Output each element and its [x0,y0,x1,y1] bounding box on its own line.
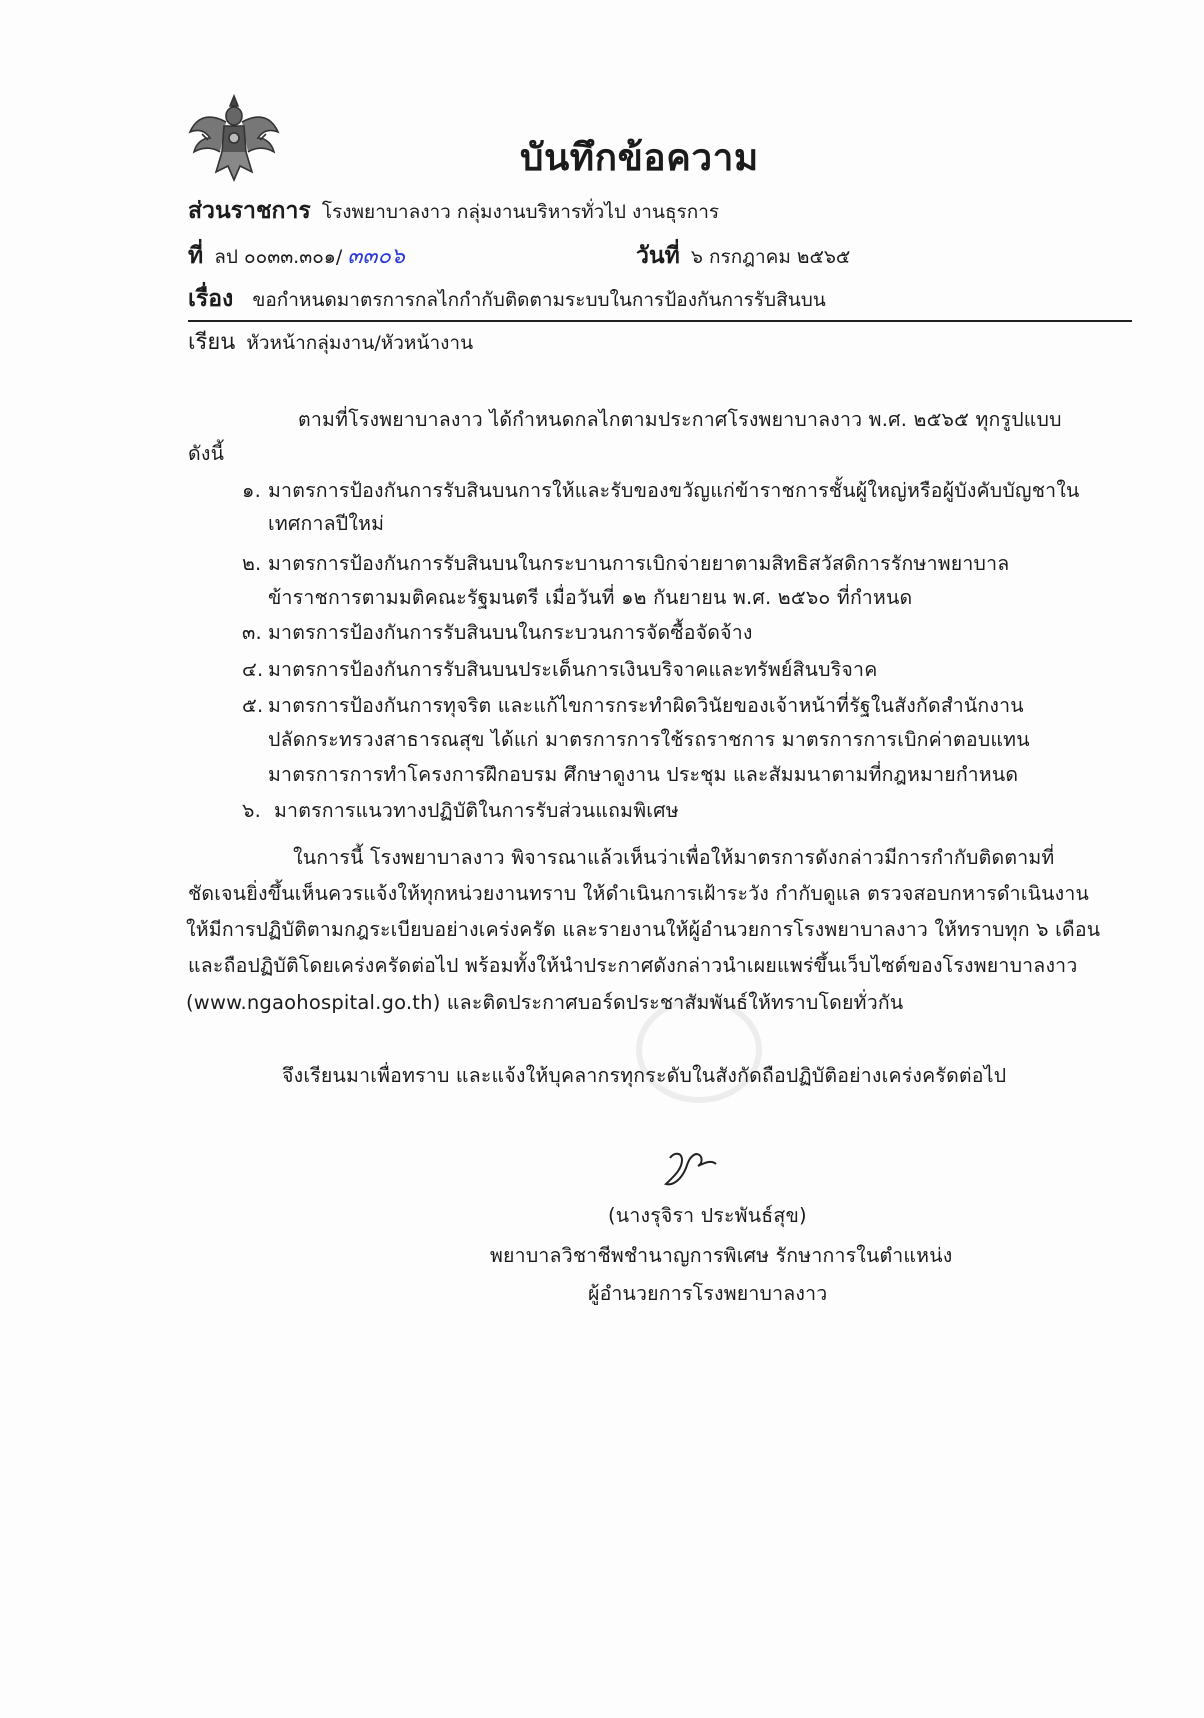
to-value: หัวหน้ากลุ่มงาน/หัวหน้างาน [246,332,474,354]
list-item-5-line-1: มาตรการป้องกันการทุจริต และแก้ไขการกระทำผิดวินัยของเจ้าหน้าที่รัฐในสังกัดสำนักงาน [268,694,1024,717]
to-label: เรียน [188,330,236,355]
faint-stamp-mark [624,980,774,1120]
para2-line-1: ในการนี้ โรงพยาบาลงาว พิจารณาแล้วเห็นว่าเพื่อให้มาตรการดังกล่าวมีการกำกับติดตามที่ [293,846,1055,869]
intro-line-2: ดังนี้ [188,442,225,465]
list-item-1-num: ๑. [242,479,261,502]
memo-title: บันทึกข้อความ [520,136,759,179]
para2-line-5: (www.ngaohospital.go.th) และติดประกาศบอร์ดประชาสัมพันธ์ให้ทราบโดยทั่วกัน [186,991,904,1014]
para2-line-2: ชัดเจนยิ่งขึ้นเห็นควรแจ้งให้ทุกหน่วยงานทราบ ให้ดำเนินการเฝ้าระวัง กำกับดูแล ตรวจสอบกหารดำเนินงาน [188,882,1090,905]
date-label: วันที่ [636,243,680,269]
signer-position-1: พยาบาลวิชาชีพชำนาญการพิเศษ รักษาการในตำแหน่ง [490,1244,953,1267]
list-item-1-line-1: มาตรการป้องกันการรับสินบนการให้และรับของขวัญแก่ข้าราชการชั้นผู้ใหญ่หรือผู้บังคับบัญชาใน [268,479,1080,502]
agency-value: โรงพยาบาลงาว กลุ่มงานบริหารทั่วไป งานธุรการ [321,201,720,223]
date-row [636,238,850,274]
list-item-5-line-3: มาตรการการทำโครงการฝึกอบรม ศึกษาดูงาน ประชุม และสัมมนาตามที่กฎหมายกำหนด [268,763,1019,786]
ref-row [188,238,405,274]
list-item-2-num: ๒. [242,552,262,575]
ref-handwritten-number: ๓๓๐๖ [347,244,405,269]
para2-line-3: ให้มีการปฏิบัติตามกฎระเบียบอย่างเคร่งครัด และรายงานให้ผู้อำนวยการโรงพยาบาลงาว ให้ทราบทุก ๖ เดือน [186,918,1101,941]
list-item-6-num: ๖. [242,799,261,822]
to-row [188,324,473,359]
list-item-4-line-1: มาตรการป้องกันการรับสินบนประเด็นการเงินบริจาคและทรัพย์สินบริจาค [268,658,878,681]
list-item-6-line-1: มาตรการแนวทางปฏิบัติในการรับส่วนแถมพิเศษ [274,799,679,822]
handwritten-signature [660,1148,742,1190]
date-value: ๖ กรกฎาคม ๒๕๖๕ [690,246,851,268]
garuda-emblem-icon [188,92,280,184]
subject-label: เรื่อง [188,286,234,312]
agency-label: ส่วนราชการ [188,198,311,224]
agency-row [188,193,719,229]
signer-name: (นางรุจิรา ประพันธ์สุข) [608,1204,807,1227]
list-item-2-line-1: มาตรการป้องกันการรับสินบนในกระบานการเบิกจ่ายยาตามสิทธิสวัสดิการรักษาพยาบาล [268,552,1010,575]
ref-label: ที่ [188,243,204,269]
list-item-1-line-2: เทศกาลปีใหม่ [268,512,385,535]
list-item-4-num: ๔. [242,658,264,681]
list-item-3-num: ๓. [242,621,262,644]
list-item-5-line-2: ปลัดกระทรวงสาธารณสุข ได้แก่ มาตรการการใช้รถราชการ มาตรการการเบิกค่าตอบแทน [268,728,1030,751]
ref-value: ลป ๐๐๓๓.๓๐๑/ [214,246,343,268]
list-item-3-line-1: มาตรการป้องกันการรับสินบนในกระบวนการจัดซื้อจัดจ้าง [268,621,753,644]
subject-row [188,281,826,317]
intro-line-1: ตามที่โรงพยาบาลงาว ได้กำหนดกลไกตามประกาศโรงพยาบาลงาว พ.ศ. ๒๕๖๕ ทุกรูปแบบ [298,408,1062,431]
list-item-2-line-2: ข้าราชการตามมติคณะรัฐมนตรี เมื่อวันที่ ๑๒ กันยายน พ.ศ. ๒๕๖๐ ที่กำหนด [268,586,913,609]
header-divider [188,320,1132,322]
closing-sentence: จึงเรียนมาเพื่อทราบ และแจ้งให้บุคลากรทุกระดับในสังกัดถือปฏิบัติอย่างเคร่งครัดต่อไป [282,1064,1007,1087]
list-item-5-num: ๕. [242,694,264,717]
signer-position-2: ผู้อำนวยการโรงพยาบาลงาว [588,1282,828,1305]
subject-value: ขอกำหนดมาตรการกลไกกำกับติดตามระบบในการป้องกันการรับสินบน [252,289,826,311]
para2-line-4: และถือปฏิบัติโดยเคร่งครัดต่อไป พร้อมทั้งให้นำประกาศดังกล่าวนำเผยแพร่ขึ้นเว็บไซต์ของโรงพยาบาลงาว [188,954,1078,977]
